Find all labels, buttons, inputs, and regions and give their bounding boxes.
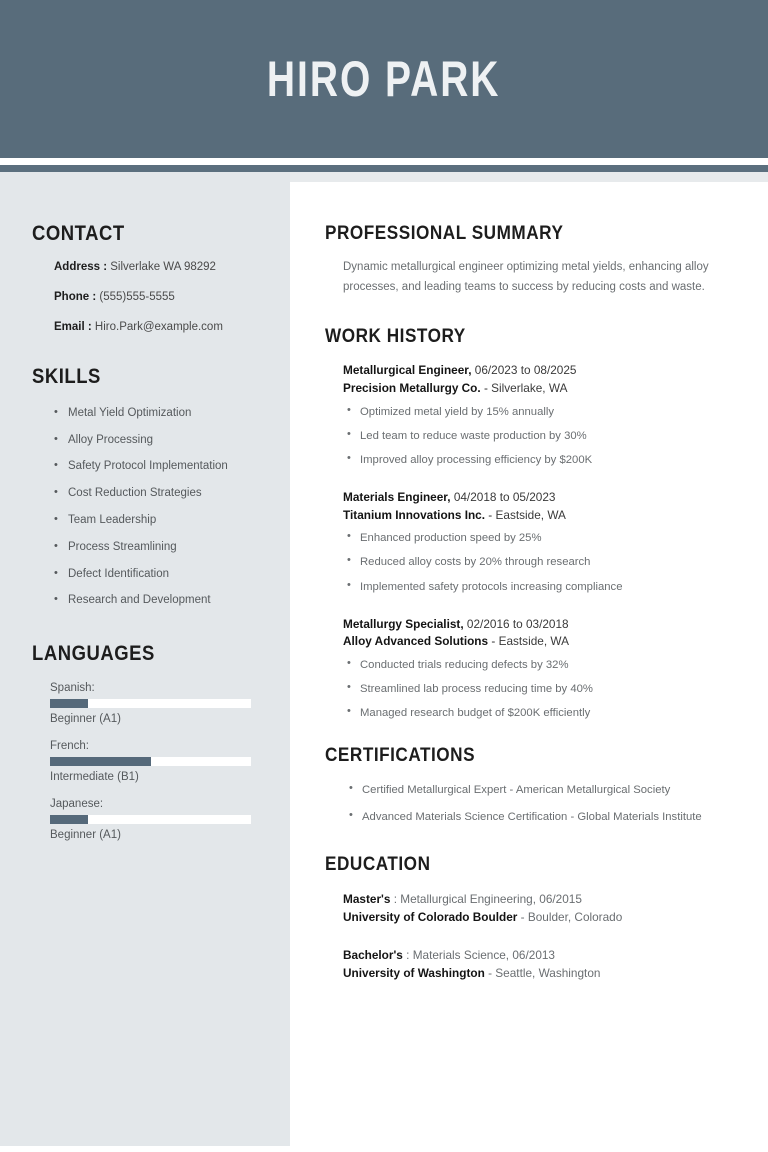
job-separator: -	[483, 380, 488, 395]
job-company: Alloy Advanced Solutions	[343, 634, 489, 649]
education-location: Boulder, Colorado	[527, 909, 623, 924]
list-item: • Advanced Materials Science Certification - Global Materials Institute	[349, 810, 740, 824]
main-top-strip	[290, 172, 768, 182]
job-title: Metallurgy Specialist,	[343, 616, 464, 631]
languages-heading: LANGUAGES	[32, 642, 155, 666]
summary-text: Dynamic metallurgical engineer optimizing metal yields, enhancing alloy processes, and leading teams to success by reducing costs and waste.	[343, 261, 709, 294]
language-progress-fill	[50, 757, 151, 766]
list-item: • Implemented safety protocols increasing compliance	[347, 580, 740, 594]
skills-section	[32, 365, 260, 608]
job-title: Materials Engineer,	[343, 489, 451, 504]
list-item: • Cost Reduction Strategies	[54, 487, 260, 501]
job-bullets	[325, 531, 740, 593]
contact-phone	[54, 290, 260, 305]
list-item: • Conducted trials reducing defects by 32%	[347, 658, 740, 672]
job-company-line	[343, 507, 740, 525]
education-entry	[325, 890, 740, 927]
education-school: University of Washington	[343, 966, 485, 981]
list-item: • Reduced alloy costs by 20% through research	[347, 555, 740, 569]
header-banner	[0, 0, 768, 158]
language-name: Japanese:	[50, 798, 104, 811]
job-entry	[325, 616, 740, 721]
contact-address-label: Address :	[54, 261, 108, 273]
list-item: • Safety Protocol Implementation	[54, 460, 260, 474]
education-degree: Bachelor's	[343, 948, 403, 963]
job-location: Eastside, WA	[498, 634, 569, 649]
list-item: • Research and Development	[54, 594, 260, 608]
list-item: • Alloy Processing	[54, 434, 260, 448]
job-dates: 04/2018 to 05/2023	[453, 489, 556, 504]
education-section	[325, 853, 740, 983]
list-item: • Managed research budget of $200K efficiently	[347, 706, 740, 720]
list-item: • Defect Identification	[54, 568, 260, 582]
list-item: • Optimized metal yield by 15% annually	[347, 405, 740, 419]
contact-address	[54, 260, 260, 275]
language-progress-track	[50, 815, 251, 824]
list-item: • Enhanced production speed by 25%	[347, 531, 740, 545]
language-name: Spanish:	[50, 682, 95, 695]
job-company: Titanium Innovations Inc.	[343, 507, 486, 522]
education-heading: EDUCATION	[325, 852, 431, 875]
contact-phone-value: (555)555-5555	[99, 290, 175, 303]
education-school-line	[343, 908, 740, 926]
job-title-line	[343, 489, 740, 507]
list-item: • Streamlined lab process reducing time by 40%	[347, 682, 740, 696]
job-dates: 02/2016 to 03/2018	[466, 616, 569, 631]
list-item: • Improved alloy processing efficiency by $200K	[347, 453, 740, 467]
contact-section	[32, 222, 260, 335]
language-progress-track	[50, 699, 251, 708]
work-history-heading: WORK HISTORY	[325, 325, 466, 348]
job-title-line	[343, 616, 740, 634]
languages-section	[32, 642, 260, 841]
language-level: Beginner (A1)	[50, 713, 121, 726]
education-degree-line	[343, 890, 740, 908]
education-degree-line	[343, 946, 740, 964]
work-history-section	[325, 325, 740, 720]
job-company: Precision Metallurgy Co.	[343, 380, 481, 395]
language-progress-fill	[50, 815, 88, 824]
list-item: • Process Streamlining	[54, 541, 260, 555]
job-location: Silverlake, WA	[491, 380, 568, 395]
certifications-section	[325, 744, 740, 824]
skills-heading: SKILLS	[32, 364, 101, 388]
contact-email-value: Hiro.Park@example.com	[94, 320, 223, 333]
education-school-line	[343, 964, 740, 982]
job-entry	[325, 362, 740, 467]
job-company-line	[343, 380, 740, 398]
job-title: Metallurgical Engineer,	[343, 363, 472, 378]
education-separator: -	[488, 966, 493, 981]
education-entry	[325, 946, 740, 983]
list-item: • Led team to reduce waste production by 30%	[347, 429, 740, 443]
header-divider-rule	[0, 165, 768, 172]
language-item-japanese	[50, 798, 260, 841]
main-content	[292, 182, 768, 1152]
contact-address-value: Silverlake WA 98292	[110, 261, 216, 273]
job-location: Eastside, WA	[495, 507, 566, 522]
list-item: • Metal Yield Optimization	[54, 407, 260, 421]
list-item: • Team Leadership	[54, 514, 260, 528]
job-dates: 06/2023 to 08/2025	[474, 363, 577, 378]
certifications-list	[325, 783, 740, 824]
language-name: French:	[50, 740, 89, 753]
summary-heading: PROFESSIONAL SUMMARY	[325, 222, 564, 244]
job-entry	[325, 489, 740, 594]
job-separator: -	[491, 634, 496, 649]
language-level: Beginner (A1)	[50, 829, 121, 842]
language-item-french	[50, 740, 260, 783]
education-separator: -	[520, 909, 525, 924]
education-degree: Master's	[343, 891, 391, 906]
skills-list	[32, 407, 260, 608]
education-location: Seattle, Washington	[495, 966, 601, 981]
job-company-line	[343, 633, 740, 651]
job-bullets	[325, 658, 740, 720]
language-level: Intermediate (B1)	[50, 771, 139, 784]
education-field: : Metallurgical Engineering, 06/2015	[393, 891, 582, 906]
job-bullets	[325, 405, 740, 467]
contact-phone-label: Phone :	[54, 290, 97, 303]
education-field: : Materials Science, 06/2013	[406, 948, 555, 963]
page-title: HIRO PARK	[267, 51, 501, 107]
header-white-gap	[0, 158, 768, 165]
language-progress-fill	[50, 699, 88, 708]
certifications-heading: CERTIFICATIONS	[325, 744, 476, 767]
job-title-line	[343, 362, 740, 380]
job-separator: -	[488, 507, 493, 522]
education-school: University of Colorado Boulder	[343, 909, 518, 924]
contact-email-label: Email :	[54, 320, 92, 333]
language-progress-track	[50, 757, 251, 766]
summary-section	[325, 222, 740, 297]
sidebar	[0, 172, 290, 1146]
language-item-spanish	[50, 682, 260, 725]
contact-email	[54, 320, 260, 335]
contact-heading: CONTACT	[32, 222, 125, 245]
list-item: • Certified Metallurgical Expert - American Metallurgical Society	[349, 783, 740, 797]
